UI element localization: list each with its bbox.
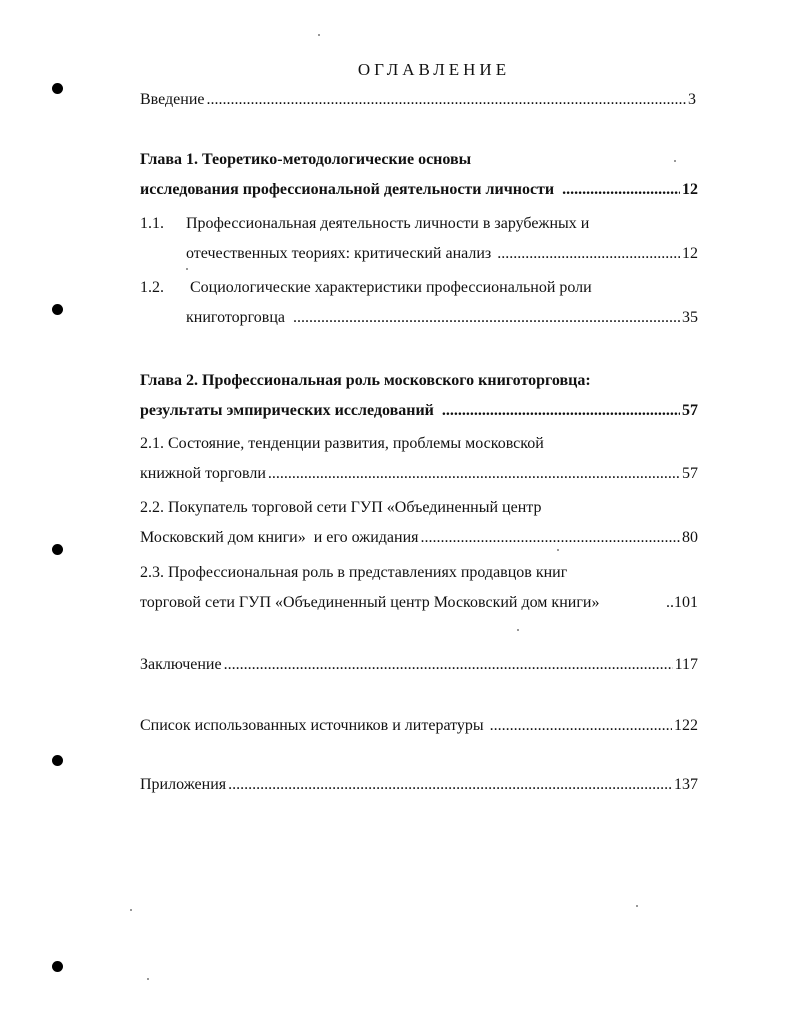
toc-entry-label: книготорговца (186, 309, 286, 326)
scan-speck (517, 629, 519, 631)
scan-speck (636, 905, 638, 907)
toc-entry-label: Приложения (140, 776, 227, 793)
toc-entry-section-2-1 (140, 464, 698, 484)
toc-entry-page: 3 (688, 91, 696, 108)
toc-entry-label: торговой сети ГУП «Объединенный центр Московский дом книги» (140, 594, 600, 611)
toc-chapter2-title-line1: Глава 2. Профессиональная роль московского книготорговца: (140, 372, 591, 389)
margin-bullet-2 (52, 304, 63, 315)
toc-entry-page: 117 (674, 656, 698, 673)
toc-entry-page: 80 (682, 529, 698, 546)
toc-entry-label: исследования профессиональной деятельности личности (140, 181, 555, 198)
toc-entry-page: 12 (682, 181, 698, 198)
toc-leader-dots (490, 716, 672, 736)
toc-leader-dots (268, 464, 680, 484)
toc-entry-page: 12 (682, 245, 698, 262)
scan-speck (674, 160, 676, 162)
toc-entry-appendix (140, 775, 698, 795)
toc-leader-dots (207, 90, 687, 110)
toc-entry-intro (140, 90, 696, 110)
toc-section-2-2-line1: 2.2. Покупатель торговой сети ГУП «Объединенный центр (140, 499, 542, 516)
toc-section-1-2-line1: Социологические характеристики профессиональной роли (190, 279, 592, 296)
toc-entry-label: Заключение (140, 656, 222, 673)
margin-bullet-5 (52, 961, 63, 972)
toc-entry-page: ..101 (666, 594, 698, 611)
margin-bullet-3 (52, 544, 63, 555)
margin-bullet-4 (52, 755, 63, 766)
toc-section-number: 1.2. (140, 279, 164, 296)
toc-entry-page: 35 (682, 309, 698, 326)
toc-section-number: 1.1. (140, 215, 164, 232)
toc-entry-conclusion (140, 655, 698, 675)
toc-chapter1-title-line1: Глава 1. Теоретико-методологические основы (140, 151, 472, 168)
toc-entry-page: 57 (682, 465, 698, 482)
scan-speck (557, 549, 559, 551)
page-title: ОГЛАВЛЕНИЕ (357, 60, 511, 79)
toc-leader-dots (293, 308, 680, 328)
toc-leader-dots (497, 244, 680, 264)
toc-leader-dots (228, 775, 672, 795)
toc-entry-label: книжной торговли (140, 465, 266, 482)
toc-section-2-3-line1: 2.3. Профессиональная роль в представлениях продавцов книг (140, 564, 568, 581)
scan-speck (147, 978, 149, 980)
toc-leader-dots (442, 401, 680, 421)
scan-speck (186, 268, 188, 270)
toc-entry-page: 122 (674, 717, 698, 734)
toc-section-1-1-line1: Профессиональная деятельность личности в зарубежных и (186, 215, 590, 232)
toc-entry-page: 137 (674, 776, 698, 793)
toc-entry-label: Список использованных источников и литературы (140, 717, 484, 734)
toc-entry-page: 57 (682, 402, 698, 419)
toc-entry-label: Введение (140, 91, 205, 108)
toc-entry-sources (140, 716, 698, 736)
toc-entry-label: результаты эмпирических исследований (140, 402, 434, 419)
toc-entry-label: отечественных теориях: критический анализ (186, 245, 492, 262)
toc-entry-chapter2 (140, 401, 698, 421)
toc-leader-dots (421, 528, 680, 548)
margin-bullet-1 (52, 83, 63, 94)
toc-entry-chapter1 (140, 180, 698, 200)
toc-entry-section-1-2 (186, 308, 698, 328)
toc-leader-dots (224, 655, 673, 675)
toc-entry-section-2-2 (140, 528, 698, 548)
toc-entry-label: Московский дом книги» и его ожидания (140, 529, 419, 546)
toc-section-2-1-line1: 2.1. Состояние, тенденции развития, проблемы московской (140, 435, 544, 452)
scan-speck (318, 34, 320, 36)
toc-entry-section-1-1 (186, 244, 698, 264)
toc-entry-section-2-3 (140, 593, 698, 613)
toc-leader-dots (562, 180, 680, 200)
scan-speck (130, 909, 132, 911)
